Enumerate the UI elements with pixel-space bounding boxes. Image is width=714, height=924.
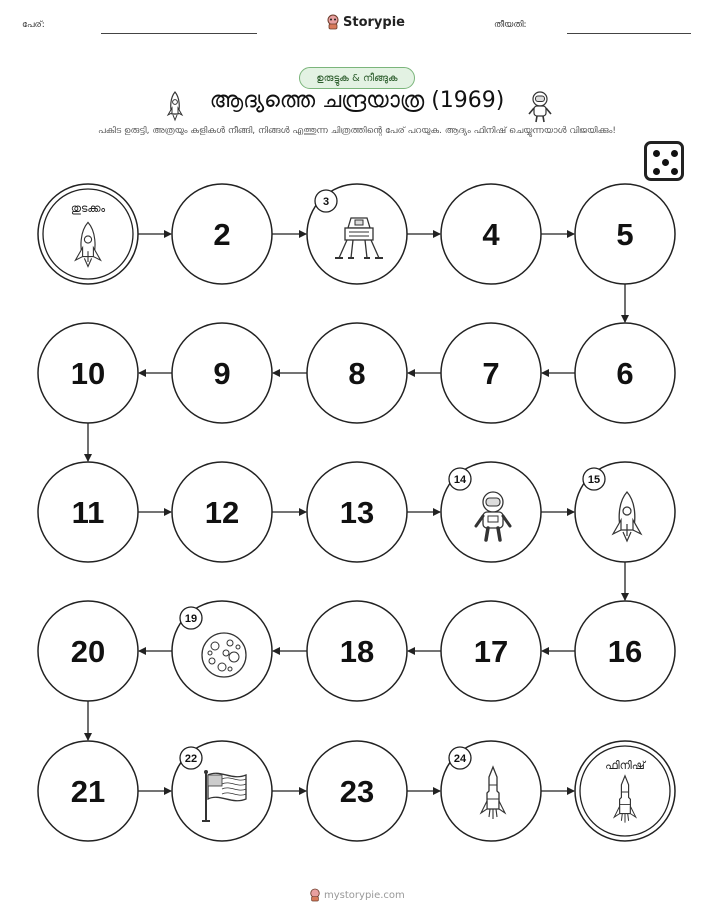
space-number: 16	[607, 634, 643, 669]
space-number: 5	[616, 217, 634, 252]
space-number: 13	[339, 495, 375, 530]
board-space-3[interactable]	[307, 184, 407, 284]
board-space-14[interactable]	[441, 462, 541, 562]
space-number: 23	[339, 774, 375, 809]
space-number: 3	[322, 196, 330, 208]
board-space-5[interactable]	[575, 184, 675, 284]
finish-space[interactable]	[575, 741, 675, 841]
board-space-16[interactable]	[575, 601, 675, 701]
space-number: 14	[453, 474, 467, 486]
space-number: 24	[453, 753, 467, 765]
board-space-24[interactable]	[441, 741, 541, 841]
space-number: 8	[348, 356, 366, 391]
footer-url: mystorypie.com	[324, 889, 405, 901]
board-space-11[interactable]	[38, 462, 138, 562]
activity-badge: ഉരുട്ടുക & നീങ്ങുക	[299, 67, 415, 89]
name-label: പേര്:	[22, 20, 45, 30]
space-number: 10	[70, 356, 106, 391]
board-space-19[interactable]	[172, 601, 272, 701]
space-number: 15	[587, 474, 601, 486]
start-label: തുടക്കം	[70, 202, 106, 215]
board-space-12[interactable]	[172, 462, 272, 562]
start-space[interactable]	[38, 184, 138, 284]
board-space-13[interactable]	[307, 462, 407, 562]
board-space-21[interactable]	[38, 741, 138, 841]
board-space-8[interactable]	[307, 323, 407, 423]
space-number: 21	[70, 774, 106, 809]
date-label: തീയതി:	[494, 20, 527, 30]
board-space-20[interactable]	[38, 601, 138, 701]
board-space-18[interactable]	[307, 601, 407, 701]
board-space-10[interactable]	[38, 323, 138, 423]
board-space-15[interactable]	[575, 462, 675, 562]
space-number: 9	[213, 356, 231, 391]
space-number: 12	[204, 495, 240, 530]
space-number: 2	[213, 217, 231, 252]
moon-icon	[202, 633, 246, 677]
page-title: ആദ്യത്തെ ചന്ദ്രയാത്ര (1969)	[209, 88, 505, 113]
space-number: 19	[184, 613, 198, 625]
space-number: 6	[616, 356, 634, 391]
board-space-6[interactable]	[575, 323, 675, 423]
space-number: 20	[70, 634, 106, 669]
board-space-23[interactable]	[307, 741, 407, 841]
space-number: 22	[184, 753, 198, 765]
board-space-2[interactable]	[172, 184, 272, 284]
storypie-mascot-icon	[309, 888, 321, 902]
space-number: 7	[482, 356, 500, 391]
board-space-4[interactable]	[441, 184, 541, 284]
footer	[309, 888, 405, 902]
brand-name: Storypie	[343, 14, 405, 30]
board-space-7[interactable]	[441, 323, 541, 423]
instructions: പകിട ഉരുട്ടി, അത്രയും കളികൾ നീങ്ങി, നിങ്ങൾ എത്തുന്ന ചിത്രത്തിന്റെ പേര് പറയുക. ആദ്യം ഫിനിഷ് ചെയ്യുന്നയാൾ വിജയിക്കും!	[98, 126, 616, 136]
space-number: 17	[473, 634, 509, 669]
board-space-9[interactable]	[172, 323, 272, 423]
board-space-22[interactable]	[172, 741, 272, 841]
finish-label: ഫിനിഷ്	[605, 759, 645, 772]
space-number: 11	[71, 495, 105, 530]
space-number: 4	[482, 217, 500, 252]
board-space-17[interactable]	[441, 601, 541, 701]
space-number: 18	[339, 634, 375, 669]
